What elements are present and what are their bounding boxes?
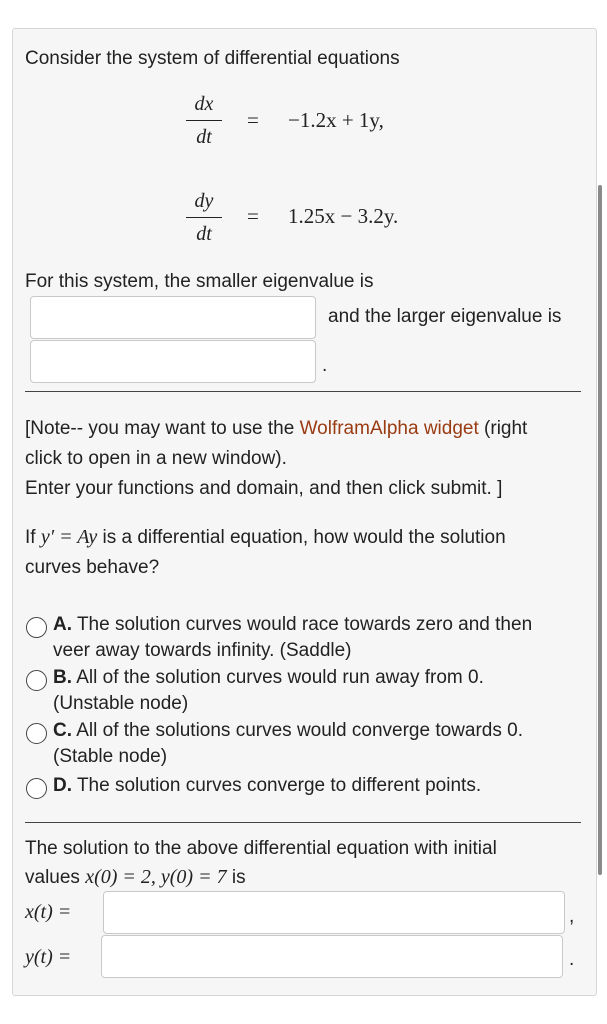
solution-line2 [25,863,246,892]
behavior-prompt-line2: curves behave? [25,557,160,578]
intro-text: Consider the system of differential equations [25,48,400,69]
prompt-rest: is a differential equation, how would the solution [102,527,506,548]
note-line3: Enter your functions and domain, and then click submit. ] [25,478,503,499]
option-c-line2: (Stable node) [53,746,168,767]
eq2-denominator: dt [196,223,212,245]
prompt-equation: y′ = Ay [40,526,98,548]
option-a-text: The solution curves would race towards zero and then [76,614,533,635]
solution-values-suffix: is [231,867,246,888]
solution-values-prefix: values [25,867,80,888]
note-suffix: (right [484,418,528,439]
option-c-letter: C. [53,720,72,741]
option-d-radio[interactable] [26,778,47,799]
eq1-numerator: dx [194,93,214,115]
note-line1 [25,414,527,443]
option-c-text: All of the solutions curves would converge towards 0. [76,720,523,741]
eq2-numerator: dy [194,190,214,212]
option-d-text: The solution curves converge to different points. [76,775,482,796]
option-b-line1[interactable] [53,663,484,692]
eq2-equals: = [247,204,259,228]
solution-line1: The solution to the above differential equation with initial [25,838,497,859]
note-prefix: [Note-- you may want to use the [25,418,295,439]
y-of-t-label: y(t) = [25,946,72,968]
eq1-fraction [184,91,224,150]
prompt-if: If [25,527,36,548]
note-line2: click to open in a new window). [25,448,287,469]
smaller-eigenvalue-input[interactable] [30,296,316,339]
option-a-letter: A. [53,614,72,635]
option-c-line1[interactable] [53,716,523,745]
eigen-prompt: For this system, the smaller eigenvalue is [25,271,374,292]
behavior-prompt [25,523,506,552]
y-of-t-input[interactable] [101,935,563,978]
x-of-t-input[interactable] [103,891,565,934]
option-a-line1[interactable] [53,610,532,639]
option-a-radio[interactable] [26,617,47,638]
option-a-line2: veer away towards infinity. (Saddle) [53,640,352,661]
x-trailing-comma: , [569,906,575,927]
option-b-text: All of the solution curves would run away from 0. [76,667,484,688]
initial-values-math: x(0) = 2, y(0) = 7 [85,866,227,888]
divider [25,391,581,392]
option-b-radio[interactable] [26,670,47,691]
eq2-fraction [184,188,224,247]
divider [25,822,581,823]
scrollbar[interactable] [598,185,602,875]
x-of-t-label: x(t) = [25,901,72,923]
eq1-equals: = [247,108,259,132]
eigen-end-period: . [322,355,328,376]
option-d-line1[interactable] [53,771,481,800]
y-trailing-period: . [569,949,575,970]
option-c-radio[interactable] [26,723,47,744]
eigen-middle-text: and the larger eigenvalue is [328,306,562,327]
wolframalpha-widget-link[interactable]: WolframAlpha widget [299,418,479,439]
eq2-rhs: 1.25x − 3.2y. [288,204,399,228]
option-b-line2: (Unstable node) [53,693,189,714]
larger-eigenvalue-input[interactable] [30,340,316,383]
eq1-rhs: −1.2x + 1y, [288,108,384,132]
eq1-denominator: dt [196,126,212,148]
option-d-letter: D. [53,775,72,796]
option-b-letter: B. [53,667,72,688]
